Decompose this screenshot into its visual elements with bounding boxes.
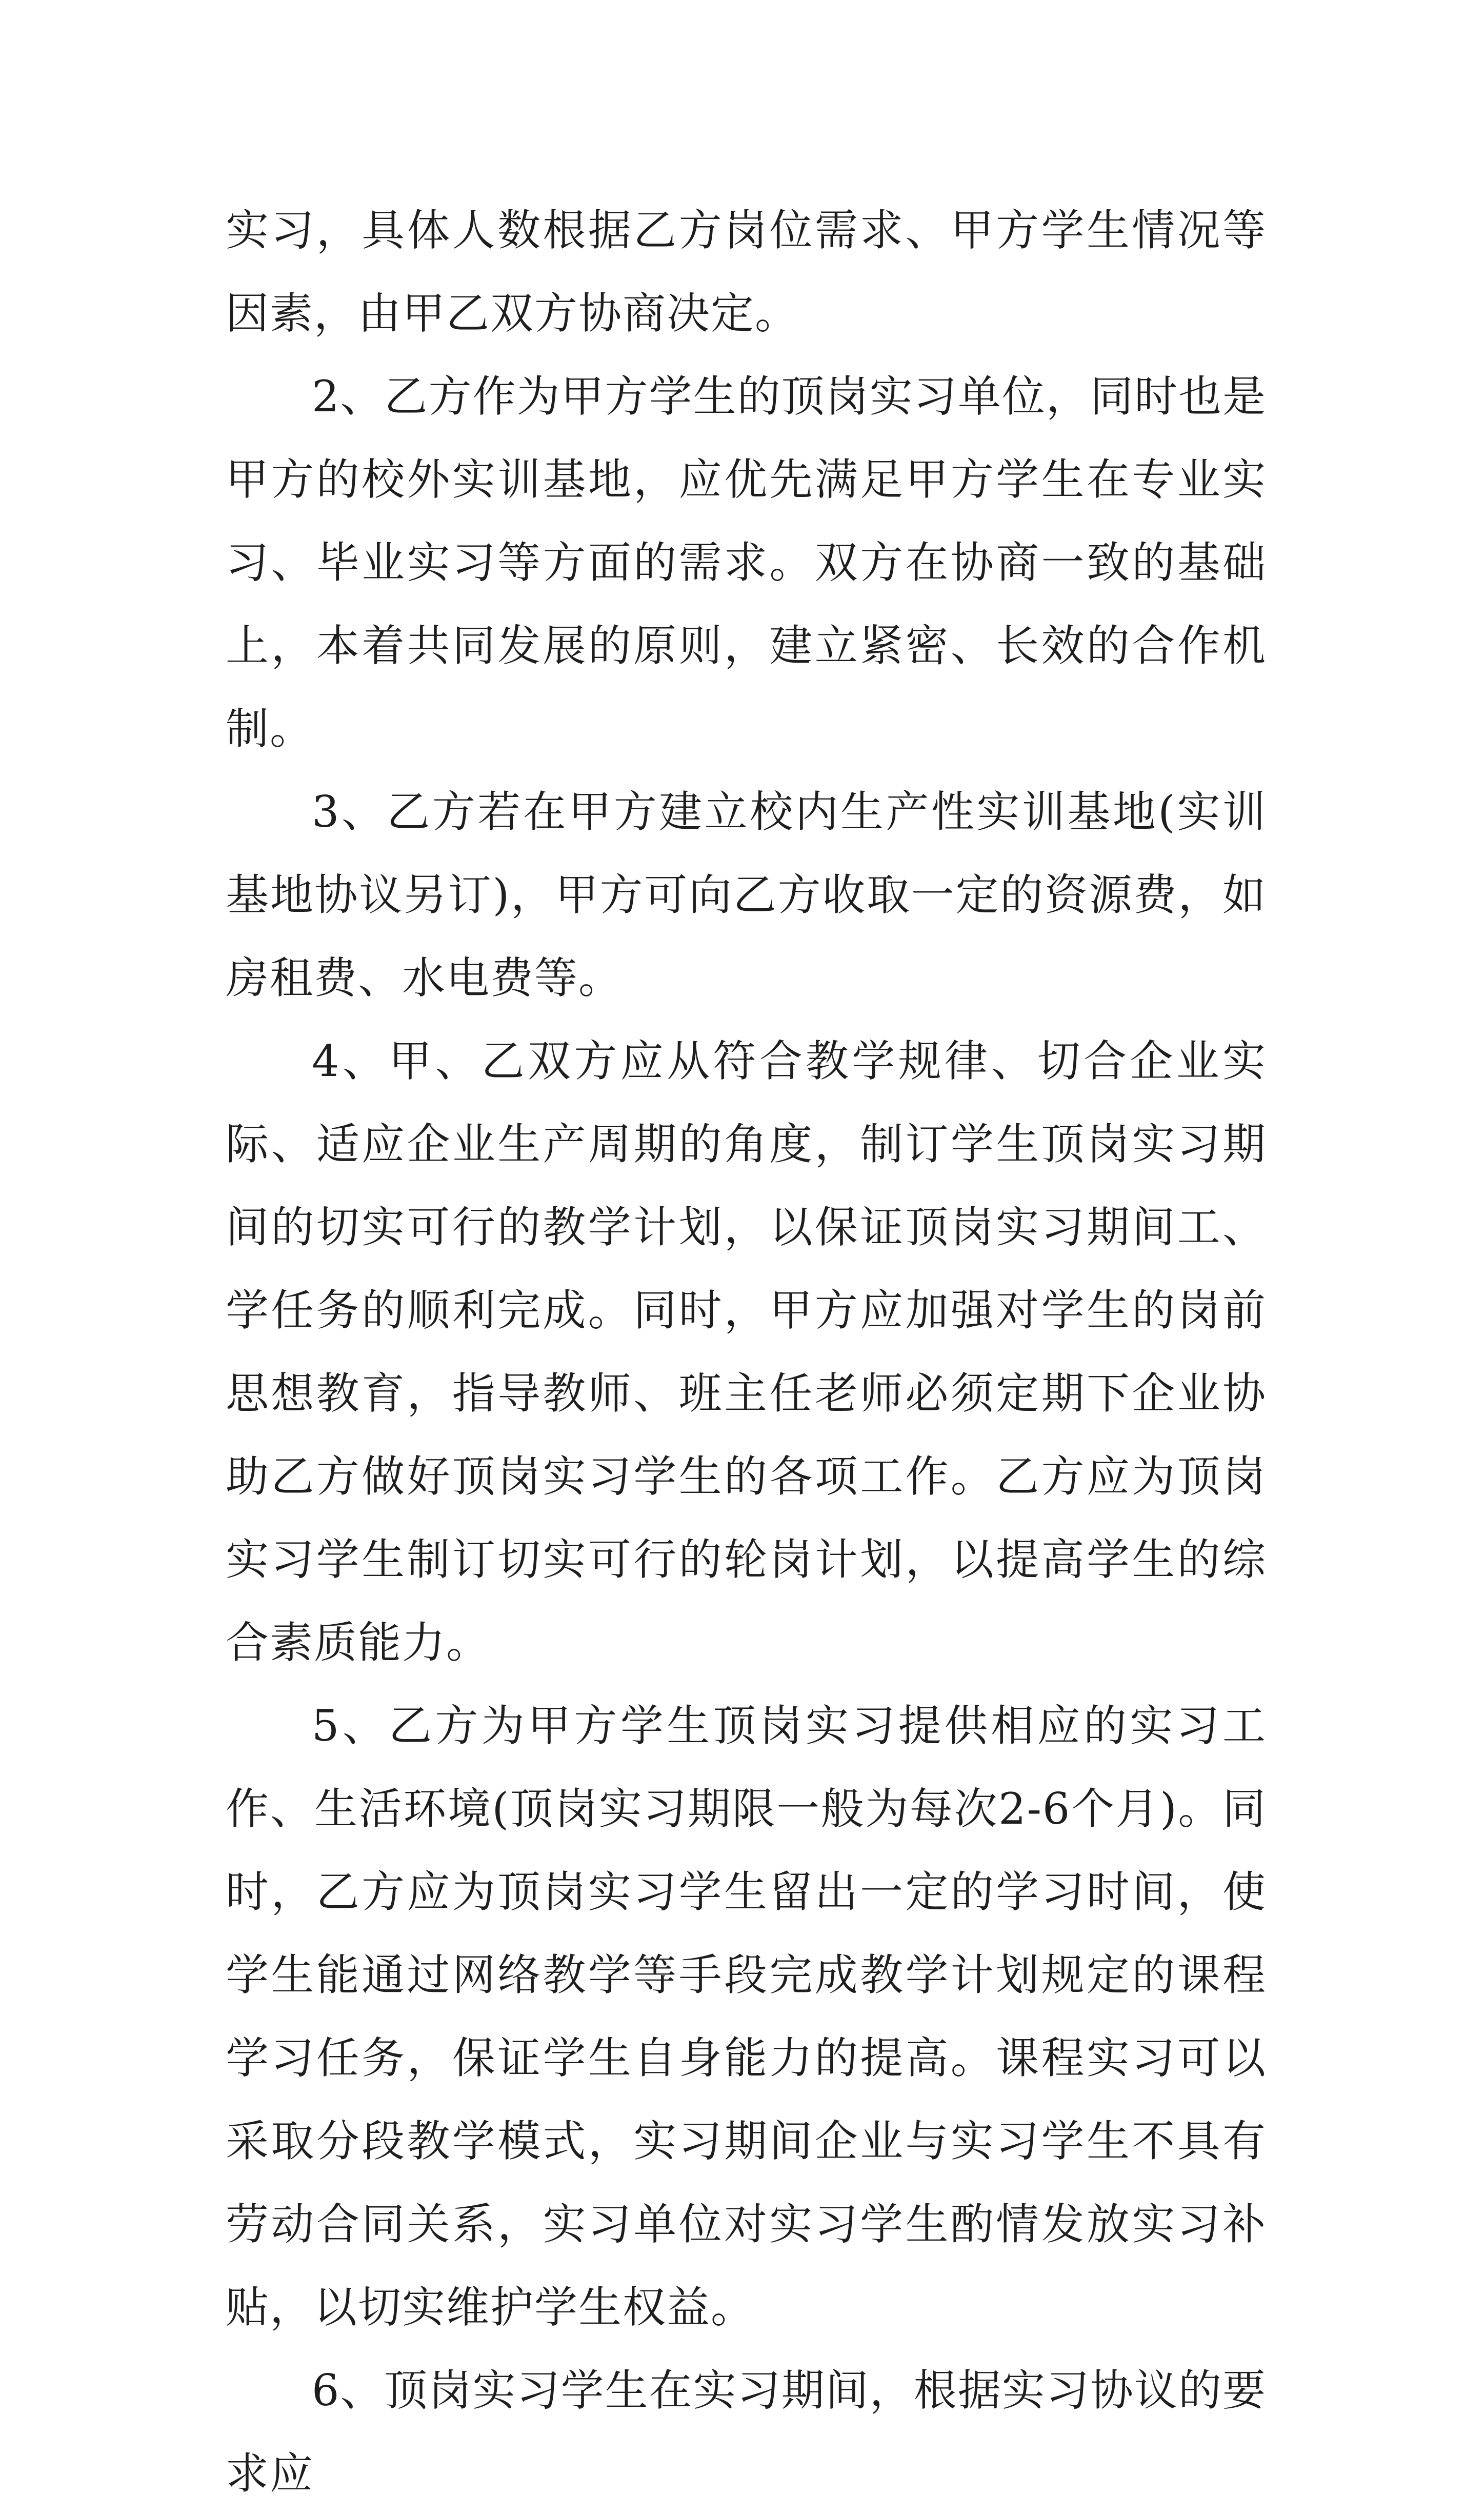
paragraph-clause-5: 5、乙方为甲方学生顶岗实习提供相应的实习工作、生活环境(顶岗实习期限一般为每次2-6个月)。同时，乙方应为顶岗实习学生留出一定的学习时间，使学生能通过网络教学等手段完成教学计划规定的课程学习任务，保证学生自身能力的提高。课程实习可以采取分段教学模式，实习期间企业与实习学生不具有劳动合同关系，实习单位对实习学生酌情发放实习补贴，以切实维护学生权益。 (226, 1701, 1267, 2332)
paragraph-clause-3: 3、乙方若在甲方建立校内生产性实训基地(实训基地协议另订)，甲方可向乙方收取一定的资源费，如房租费、水电费等。 (226, 787, 1267, 1003)
document-body (226, 189, 1267, 2515)
paragraph-clause-4: 4、甲、乙双方应从符合教学规律、切合企业实际、适应企业生产周期的角度，制订学生顶岗实习期间的切实可行的教学计划，以保证顶岗实习期间工、学任务的顺利完成。同时，甲方应加强对学生的岗前思想教育，指导教师、班主任老师必须定期下企业协助乙方做好顶岗实习学生的各项工作。乙方应为顶岗实习学生制订切实可行的轮岗计划，以提高学生的综合素质能力。 (226, 1036, 1267, 1668)
paragraph-clause-2: 2、乙方作为甲方学生的顶岗实习单位，同时也是甲方的校外实训基地，应优先满足甲方学生在专业实习、毕业实习等方面的需求。双方在协商一致的基础上，本着共同发展的原则，建立紧密、长效的合作机制。 (226, 371, 1267, 754)
paragraph-continuation: 实习，具体人数根据乙方岗位需求、甲方学生情况等因素，由甲乙双方协商决定。 (226, 205, 1267, 338)
paragraph-clause-6: 6、顶岗实习学生在实习期间，根据实习协议的要求应 (226, 2365, 1267, 2499)
